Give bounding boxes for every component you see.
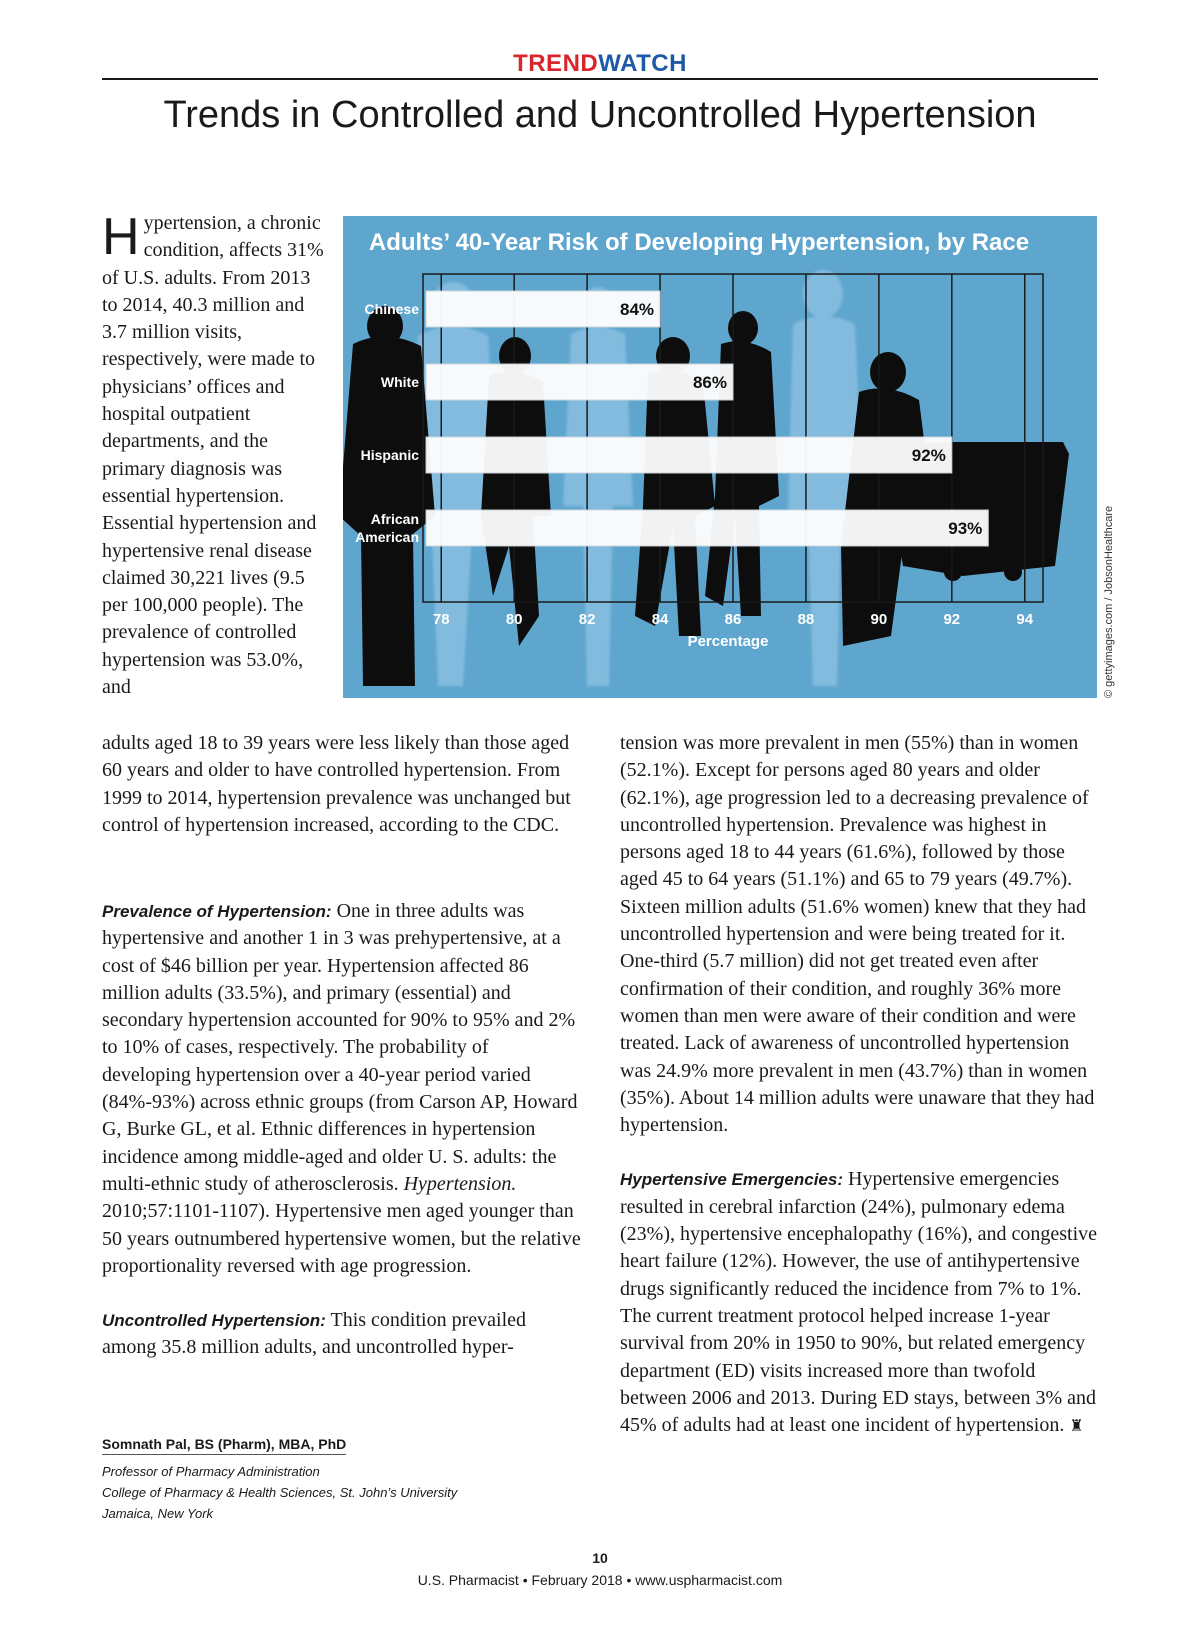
uncontrolled-text: This condition prevailed among 35.8 million adults, and uncontrolled hyper- bbox=[102, 1309, 527, 1359]
intro-narrow-text: ypertension, a chronic condition, affects 31% of U.S. adults. From 2013 to 2014, 40.3 million and 3.7 million visits, respectively, were made to physicians’ offices and hospital outpatient departments, and the primary diagnosis was essential hypertension. Essential hypertension and hypertensive renal disease claimed 30,221 lives (9.5 per 100,000 people). The prevalence of controlled hypertension was 53.0%, and bbox=[102, 212, 324, 699]
x-tick-label: 84 bbox=[651, 611, 669, 628]
bar-value-label: 84% bbox=[620, 300, 655, 319]
hypertension-risk-chart bbox=[343, 216, 1097, 698]
photo-credit: © gettyimages.com / JobsonHealthcare bbox=[1103, 505, 1115, 698]
emergencies-text: Hypertensive emergencies resulted in cerebral infarction (24%), pulmonary edema (23%), hypertensive encephalopathy (16%), and congestive heart failure (12%). However, the use of antihypertensive drugs significantly reduced the incidence from 7% to 1%. The current treatment protocol helped increase 1-year survival from 20% in 1950 to 90%, but related emergency department (ED) visits increased more than twofold between 2006 and 2013. During ED stays, between 3% and 45% of adults had at least one incident of hypertension. bbox=[620, 1168, 1098, 1437]
chart-xlabel: Percentage bbox=[687, 633, 769, 650]
uncontrolled-continued: tension was more prevalent in men (55%) than in women (52.1%). Except for persons aged 80 years and older (62.1%), age progression led to a decreasing prevalence of uncontrolled hypertension. Prevalence was highest in persons aged 18 to 44 years (61.6%), followed by those aged 45 to 64 years (51.1%) and 65 to 79 years (49.7%). Sixteen million adults (51.6% women) knew that they had uncontrolled hypertension and were being treated for it. One-third (5.7 million) did not get treated even after confirmation of their condition, and roughly 36% more women than men were aware of their condition and were treated. Lack of awareness of uncontrolled hypertension was 24.9% more prevalent in men (43.7%) than in women (35%). About 14 million adults were unaware that they had hypertension. bbox=[620, 732, 1095, 1137]
chart-svg bbox=[343, 216, 1097, 698]
category-label: Hispanic bbox=[360, 447, 419, 463]
author-block bbox=[102, 1436, 582, 1524]
bar bbox=[426, 364, 733, 400]
prevalence-heading: Prevalence of Hypertension: bbox=[102, 902, 332, 921]
page-footer bbox=[0, 1547, 1200, 1591]
author-name: Somnath Pal, BS (Pharm), MBA, PhD bbox=[102, 1436, 346, 1455]
page-number: 10 bbox=[592, 1550, 608, 1566]
emergencies-heading: Hypertensive Emergencies: bbox=[620, 1170, 843, 1190]
author-affiliation: College of Pharmacy & Health Sciences, St. John’s University bbox=[102, 1485, 458, 1500]
category-label: African bbox=[370, 511, 419, 527]
prevalence-text2: 2010;57:1101-1107). Hypertensive men aged younger than 50 years outnumbered hypertensive women, but the relative proportionality reversed with age progression. bbox=[102, 1200, 581, 1277]
category-label: Chinese bbox=[364, 301, 419, 317]
bar bbox=[426, 437, 952, 473]
prevalence-text1: One in three adults was hypertensive and another 1 in 3 was prehypertensive, at a cost of $46 billion per year. Hypertension affected 86 million adults (33.5%), and primary (essential) and secondary hypertension accounted for 90% to 95% and 2% to 10% of cases, respectively. The probability of developing hypertension over a 40-year period varied (84%-93%) across ethnic groups (from Carson AP, Howard G, Burke GL, et al. Ethnic differences in hypertension incidence among middle-aged and older U. S. adults: the multi-ethnic study of atherosclerosis. bbox=[102, 900, 578, 1195]
bar bbox=[426, 510, 988, 546]
intro-narrow bbox=[102, 210, 327, 701]
article-title: Trends in Controlled and Uncontrolled Hypertension bbox=[163, 94, 1037, 136]
author-location: Jamaica, New York bbox=[102, 1506, 214, 1521]
logo-watch: WATCH bbox=[598, 50, 687, 77]
prevalence-journal: Hypertension. bbox=[403, 1172, 517, 1195]
dropcap: H bbox=[102, 208, 140, 266]
left-column bbox=[102, 898, 582, 1362]
intro-continued bbox=[102, 730, 582, 839]
uncontrolled-heading: Uncontrolled Hypertension: bbox=[102, 1311, 326, 1331]
bar-value-label: 92% bbox=[911, 446, 946, 465]
x-tick-label: 94 bbox=[1016, 611, 1034, 628]
author-title: Professor of Pharmacy Administration bbox=[102, 1464, 320, 1479]
emergencies-paragraph bbox=[620, 1166, 1098, 1440]
uncontrolled-paragraph bbox=[102, 1307, 582, 1362]
end-mark-icon: ♜ bbox=[1069, 1418, 1084, 1436]
category-label: White bbox=[380, 374, 419, 390]
prevalence-paragraph bbox=[102, 898, 582, 1280]
logo-trend: TREND bbox=[513, 50, 599, 77]
chart-title: Adults’ 40-Year Risk of Developing Hypertension, by Race bbox=[368, 229, 1030, 256]
masthead bbox=[102, 50, 1098, 80]
x-tick-label: 92 bbox=[943, 611, 961, 628]
bar-value-label: 86% bbox=[692, 373, 727, 392]
intro-wide-text: adults aged 18 to 39 years were less likely than those aged 60 years and older to have controlled hypertension. From 1999 to 2014, hypertension prevalence was unchanged but control of hypertension increased, according to the CDC. bbox=[102, 732, 571, 836]
x-tick-label: 78 bbox=[432, 611, 450, 628]
footer-line: U.S. Pharmacist • February 2018 • www.uspharmacist.com bbox=[417, 1572, 783, 1588]
right-column bbox=[620, 730, 1098, 1440]
x-tick-label: 80 bbox=[505, 611, 523, 628]
x-tick-label: 86 bbox=[724, 611, 742, 628]
x-tick-label: 90 bbox=[870, 611, 888, 628]
trendwatch-logo bbox=[102, 50, 1098, 78]
x-tick-label: 88 bbox=[797, 611, 815, 628]
x-tick-label: 82 bbox=[578, 611, 596, 628]
category-label: American bbox=[355, 529, 419, 545]
bar-value-label: 93% bbox=[948, 519, 983, 538]
